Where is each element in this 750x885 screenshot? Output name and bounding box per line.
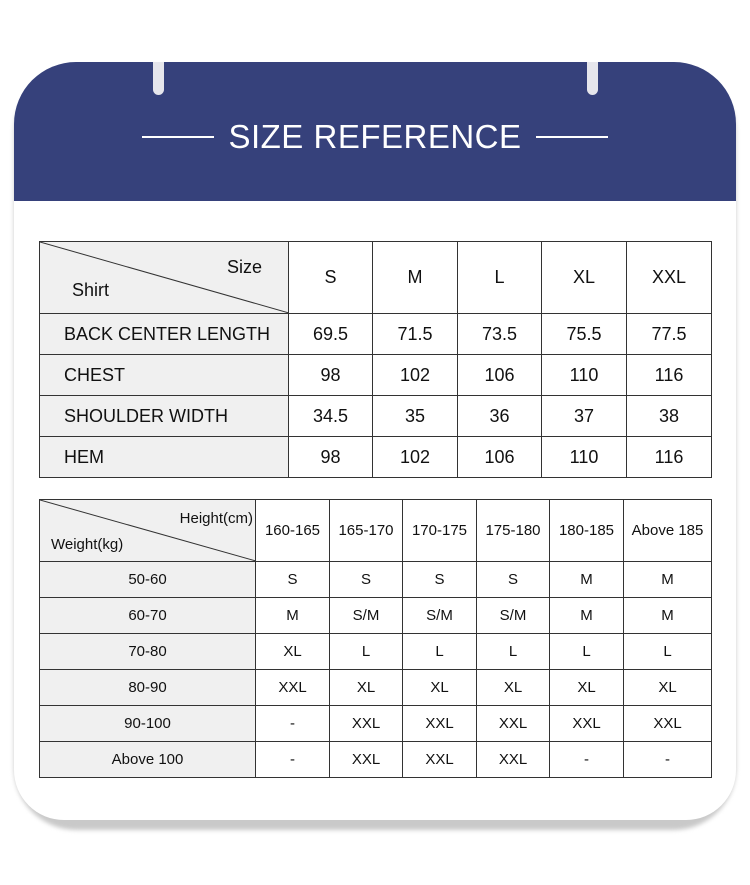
cell: - [624, 742, 712, 778]
weight-label: 70-80 [40, 634, 256, 670]
row-label: BACK CENTER LENGTH [40, 314, 289, 355]
cell: XXL [403, 742, 477, 778]
cell: 37 [542, 396, 627, 437]
cell: XXL [624, 706, 712, 742]
cell: 110 [542, 437, 627, 478]
cell: - [256, 742, 330, 778]
cell: S [256, 562, 330, 598]
cell: 69.5 [289, 314, 373, 355]
weight-label: 50-60 [40, 562, 256, 598]
row-label: CHEST [40, 355, 289, 396]
row-label: SHOULDER WIDTH [40, 396, 289, 437]
table-row [40, 634, 712, 670]
cell: M [624, 562, 712, 598]
cell: 98 [289, 437, 373, 478]
weight-label: 80-90 [40, 670, 256, 706]
size-header-xxl: XXL [627, 242, 712, 314]
weight-label: 90-100 [40, 706, 256, 742]
weight-label: 60-70 [40, 598, 256, 634]
cell: XXL [256, 670, 330, 706]
cell: XXL [330, 742, 403, 778]
cell: 102 [373, 355, 458, 396]
cell: 98 [289, 355, 373, 396]
cell: 106 [458, 437, 542, 478]
cell: M [624, 598, 712, 634]
cell: XXL [477, 706, 550, 742]
corner-label-weight: Weight(kg) [51, 536, 124, 553]
cell: M [550, 562, 624, 598]
table-row [40, 396, 712, 437]
cell: L [403, 634, 477, 670]
binder-ring-right [587, 62, 598, 95]
binder-ring-left [153, 62, 164, 95]
cell: L [550, 634, 624, 670]
card-header [14, 62, 736, 201]
height-header: 180-185 [550, 500, 624, 562]
cell: S/M [330, 598, 403, 634]
cell: 106 [458, 355, 542, 396]
cell: S/M [477, 598, 550, 634]
height-header: 170-175 [403, 500, 477, 562]
cell: 38 [627, 396, 712, 437]
table-row [40, 314, 712, 355]
cell: XXL [550, 706, 624, 742]
fit-chart-table [39, 499, 712, 778]
cell: 116 [627, 437, 712, 478]
height-header: 175-180 [477, 500, 550, 562]
cell: M [256, 598, 330, 634]
corner-label-size: Size [226, 257, 262, 277]
corner-label-shirt: Shirt [72, 280, 110, 300]
cell: L [330, 634, 403, 670]
cell: S [477, 562, 550, 598]
garment-header-row [40, 242, 712, 314]
cell: XL [624, 670, 712, 706]
cell: XL [550, 670, 624, 706]
size-header-s: S [289, 242, 373, 314]
cell: 75.5 [542, 314, 627, 355]
table-row [40, 437, 712, 478]
cell: 73.5 [458, 314, 542, 355]
cell: 71.5 [373, 314, 458, 355]
garment-size-table [39, 241, 712, 478]
height-header: 160-165 [256, 500, 330, 562]
table-row [40, 670, 712, 706]
cell: XL [330, 670, 403, 706]
cell: 110 [542, 355, 627, 396]
cell: 102 [373, 437, 458, 478]
cell: - [550, 742, 624, 778]
cell: S [330, 562, 403, 598]
table-row [40, 706, 712, 742]
size-header-l: L [458, 242, 542, 314]
weight-label: Above 100 [40, 742, 256, 778]
size-header-xl: XL [542, 242, 627, 314]
page-title: SIZE REFERENCE [228, 118, 522, 155]
cell: 34.5 [289, 396, 373, 437]
fit-header-row [40, 500, 712, 562]
cell: L [624, 634, 712, 670]
cell: 116 [627, 355, 712, 396]
cell: XXL [403, 706, 477, 742]
table-row [40, 355, 712, 396]
cell: 77.5 [627, 314, 712, 355]
cell: XXL [477, 742, 550, 778]
cell: M [550, 598, 624, 634]
size-header-m: M [373, 242, 458, 314]
cell: L [477, 634, 550, 670]
table-row [40, 742, 712, 778]
cell: S [403, 562, 477, 598]
row-label: HEM [40, 437, 289, 478]
cell: S/M [403, 598, 477, 634]
cell: 35 [373, 396, 458, 437]
height-header: 165-170 [330, 500, 403, 562]
title-divider-right [536, 136, 608, 138]
table-row [40, 598, 712, 634]
garment-corner-cell [40, 242, 289, 314]
cell: XXL [330, 706, 403, 742]
cell: XL [256, 634, 330, 670]
height-header: Above 185 [624, 500, 712, 562]
fit-corner-cell [40, 500, 256, 562]
title-divider-left [142, 136, 214, 138]
cell: XL [477, 670, 550, 706]
cell: - [256, 706, 330, 742]
cell: XL [403, 670, 477, 706]
title-bar [14, 114, 736, 160]
table-row [40, 562, 712, 598]
corner-label-height: Height(cm) [179, 510, 253, 527]
cell: 36 [458, 396, 542, 437]
